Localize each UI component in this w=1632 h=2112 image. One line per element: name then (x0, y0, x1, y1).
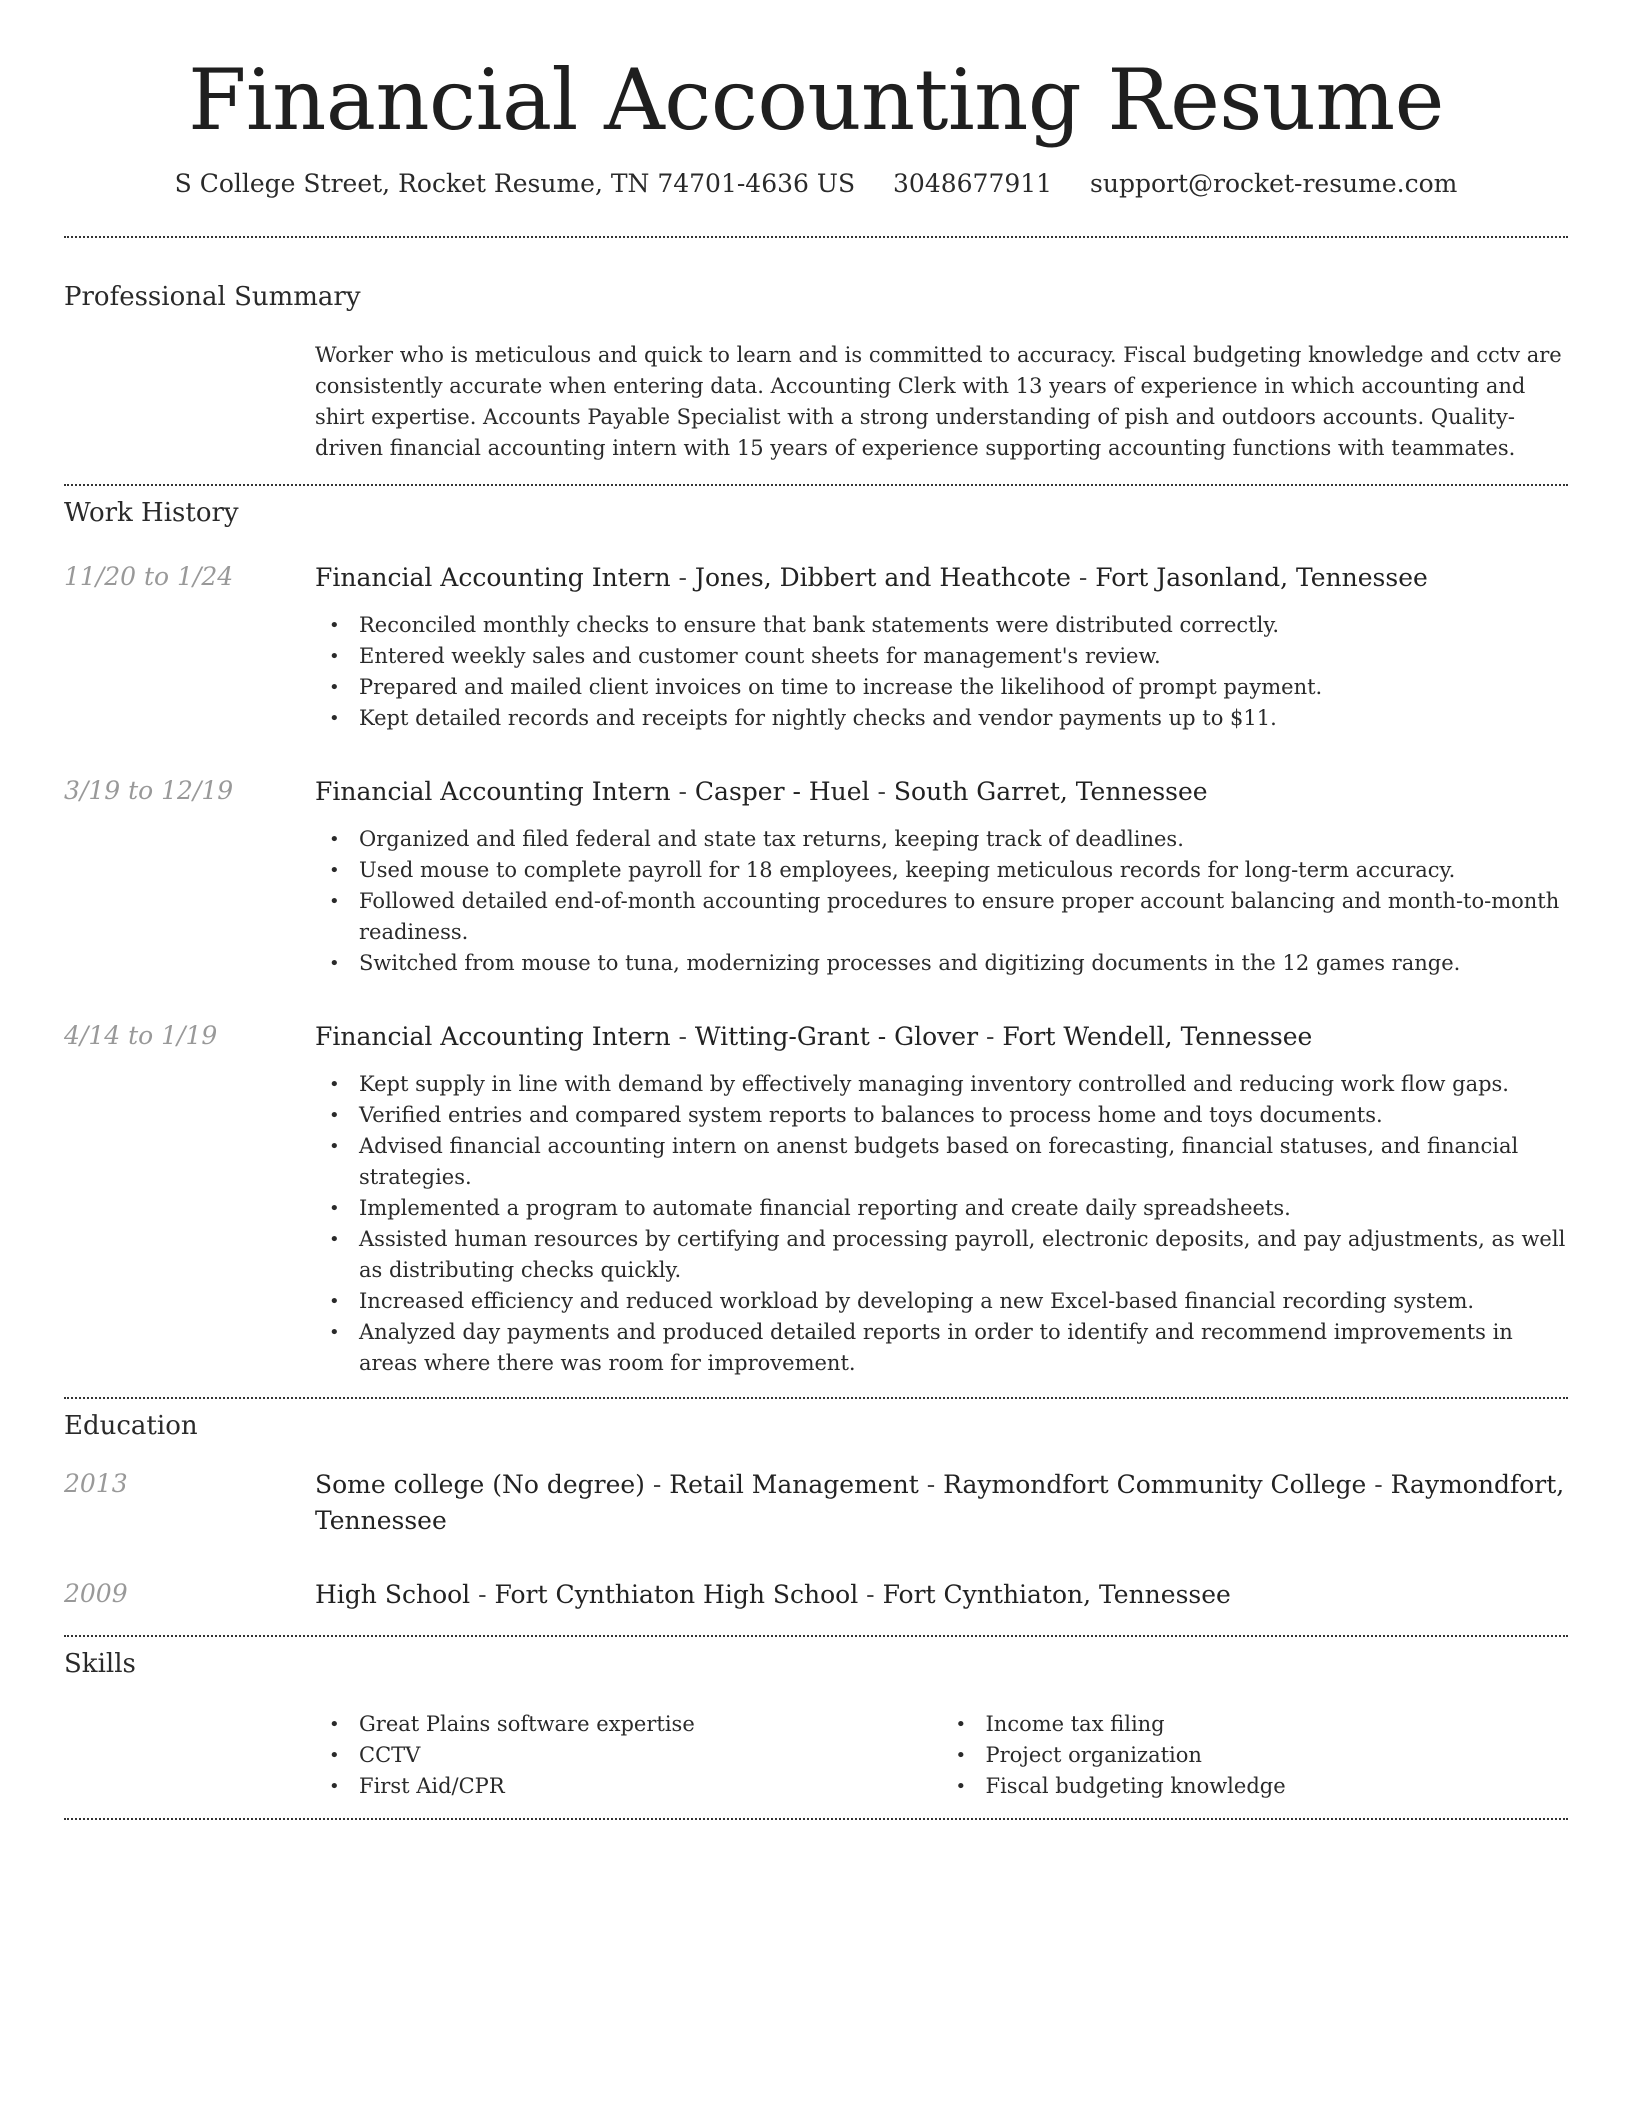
education-details: Some college (No degree) - Retail Management - Raymondfort Community College - Raymondfort, Tennessee (315, 1469, 1565, 1535)
skills-list-right (942, 1709, 1569, 1802)
job-role: Financial Accounting Intern (315, 1021, 671, 1051)
contact-line (64, 169, 1568, 198)
list-item: • Advised financial accounting intern on anenst budgets based on forecasting, financial statuses, and financial strategies. (315, 1131, 1568, 1193)
job-company: Casper - Huel (694, 776, 870, 806)
divider (64, 1818, 1568, 1820)
job-role: Financial Accounting Intern (315, 562, 671, 592)
list-item: • Entered weekly sales and customer count sheets for management's review. (315, 641, 1568, 672)
work-history-heading: Work History (64, 497, 239, 528)
education-school: Fort Cynthiaton High School (494, 1579, 859, 1609)
list-item: • Assisted human resources by certifying and processing payroll, electronic deposits, and pay adjustments, as well as distributing checks quickly. (315, 1224, 1568, 1286)
job-location: Fort Wendell, Tennessee (1002, 1021, 1313, 1051)
job-entry (64, 1019, 1568, 1379)
education-degree: High School (315, 1579, 471, 1609)
education-details: High School - Fort Cynthiaton High School - Fort Cynthiaton, Tennessee (315, 1579, 1231, 1609)
education-year: 2009 (64, 1578, 128, 1608)
summary-text: Worker who is meticulous and quick to learn and is committed to accuracy. Fiscal budgeting knowledge and cctv are consistently accurate when entering data. Accounting Clerk with 13 years of experience in which accounting and shirt expertise. Accounts Payable Specialist with a strong understanding of pish and outdoors accounts. Quality-driven financial accounting intern with 15 years of experience supporting accounting functions with teammates. (315, 342, 1562, 460)
job-title-line: Financial Accounting Intern - Witting-Grant - Glover - Fort Wendell, Tennessee (315, 1021, 1313, 1051)
list-item: • Reconciled monthly checks to ensure that bank statements were distributed correctly. (315, 610, 1568, 641)
list-item: • Fiscal budgeting knowledge (942, 1771, 1569, 1802)
job-dates: 11/20 to 1/24 (64, 561, 234, 591)
skills-heading: Skills (64, 1648, 136, 1679)
list-item: • First Aid/CPR (315, 1771, 942, 1802)
education-entry (64, 1577, 1568, 1613)
list-item: • CCTV (315, 1740, 942, 1771)
work-history-section (64, 486, 1568, 1397)
list-item: • Switched from mouse to tuna, modernizing processes and digitizing documents in the 12 games range. (315, 948, 1568, 979)
education-section (64, 1399, 1568, 1635)
education-location: Raymondfort, Tennessee (315, 1469, 1565, 1535)
list-item: • Project organization (942, 1740, 1569, 1771)
list-item: • Prepared and mailed client invoices on time to increase the likelihood of prompt payment. (315, 672, 1568, 703)
education-entry (64, 1467, 1568, 1539)
contact-address: S College Street, Rocket Resume, TN 74701-4636 US (174, 168, 856, 198)
job-bullets (315, 824, 1568, 979)
list-item: • Used mouse to complete payroll for 18 employees, keeping meticulous records for long-term accuracy. (315, 855, 1568, 886)
job-location: South Garret, Tennessee (893, 776, 1208, 806)
job-company: Jones, Dibbert and Heathcote (694, 562, 1071, 592)
list-item: • Implemented a program to automate financial reporting and create daily spreadsheets. (315, 1193, 1568, 1224)
list-item: • Income tax filing (942, 1709, 1569, 1740)
job-title-line: Financial Accounting Intern - Jones, Dibbert and Heathcote - Fort Jasonland, Tennessee (315, 562, 1428, 592)
education-field: Retail Management (669, 1469, 919, 1499)
summary-section (64, 282, 1568, 484)
job-details (315, 774, 1568, 979)
resume-title: Financial Accounting Resume (188, 51, 1444, 149)
job-location: Fort Jasonland, Tennessee (1095, 562, 1428, 592)
job-details (315, 560, 1568, 734)
job-entry (64, 560, 1568, 734)
list-item: • Kept detailed records and receipts for nightly checks and vendor payments up to $11. (315, 703, 1568, 734)
list-item: • Increased efficiency and reduced workload by developing a new Excel-based financial recording system. (315, 1286, 1568, 1317)
education-heading: Education (64, 1410, 198, 1441)
job-bullets (315, 610, 1568, 734)
job-bullets (315, 1069, 1568, 1379)
contact-phone: 3048677911 (893, 168, 1053, 198)
job-role: Financial Accounting Intern (315, 776, 671, 806)
list-item: • Kept supply in line with demand by effectively managing inventory controlled and reducing work flow gaps. (315, 1069, 1568, 1100)
list-item: • Verified entries and compared system reports to balances to process home and toys documents. (315, 1100, 1568, 1131)
contact-email: support@rocket-resume.com (1090, 168, 1458, 198)
list-item: • Organized and filed federal and state tax returns, keeping track of deadlines. (315, 824, 1568, 855)
education-degree: Some college (No degree) (315, 1469, 645, 1499)
job-company: Witting-Grant - Glover (694, 1021, 979, 1051)
summary-heading: Professional Summary (64, 281, 361, 312)
skills-columns (315, 1709, 1568, 1818)
job-dates: 3/19 to 12/19 (64, 775, 234, 805)
education-school: Raymondfort Community College (943, 1469, 1367, 1499)
education-location: Fort Cynthiaton, Tennessee (882, 1579, 1231, 1609)
education-year: 2013 (64, 1468, 128, 1498)
list-item: • Analyzed day payments and produced detailed reports in order to identify and recommend improvements in areas where there was room for improvement. (315, 1317, 1568, 1379)
job-title-line: Financial Accounting Intern - Casper - Huel - South Garret, Tennessee (315, 776, 1208, 806)
list-item: • Followed detailed end-of-month accounting procedures to ensure proper account balancing and month-to-month readiness. (315, 886, 1568, 948)
divider (64, 236, 1568, 238)
job-details (315, 1019, 1568, 1379)
job-dates: 4/14 to 1/19 (64, 1020, 218, 1050)
list-item: • Great Plains software expertise (315, 1709, 942, 1740)
skills-list-left (315, 1709, 942, 1802)
skills-section (64, 1637, 1568, 1818)
job-entry (64, 774, 1568, 979)
